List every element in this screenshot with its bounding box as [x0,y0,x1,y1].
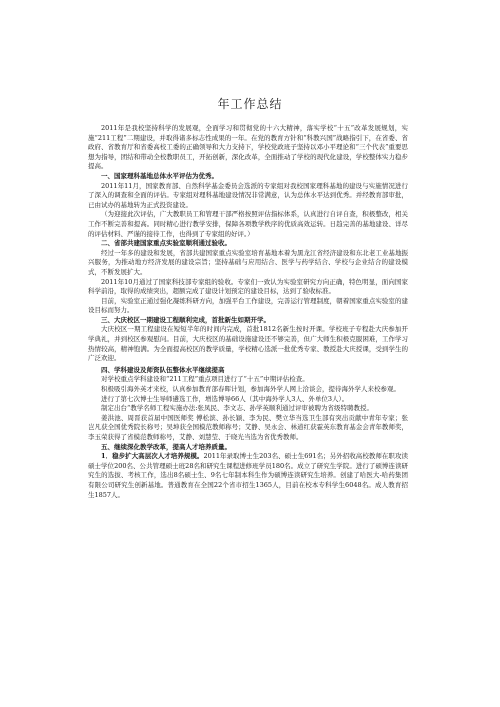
document-title: 年工作总结 [217,97,283,111]
paragraph-text: 目前，实验室正通过强化凝练科研方向，加强平台工作建设，完善运行管理制度，朝着国家重点实验室的建设目标而努力。 [88,296,408,315]
section-heading [88,443,408,453]
document-body [88,124,408,500]
paragraph-text: 进行了第七次博士生导师遴选工作，增选博导66人（其中海外学人3人、外单位3人）。 [101,394,349,403]
paragraph [88,297,408,316]
section-heading [88,366,408,376]
paragraph-text: 2011年11月，国家教育部、自然科学基金委员会选派的专家组对我校国家理科基地的建设与实施情况进行了深入的调查和全面的评估。专家组对理科基地建设情况非常满意，认为总体水平达到优秀。并经教育部审批，已由试办的基地转为正式投资建设。 [88,181,408,209]
paragraph [88,182,408,211]
paragraph-text: 2011年录取博士生203名、硕士生691名；另外招收高校教师在职攻读硕士学位200名、公共管理硕士班28名和研究生课程进修班学员180名。成立了研究生学院。进行了硕博连读研究生的选拔、考核工作，选出8名硕士生、9名七年制本科生作为硕博连读研究生培养。创建了哈医大-哈药集团有限公司研究生创新基地。普通教育在全国22个省市招生1365人，目前在校本专科学生6048名。成人教育招生1857人。 [88,452,408,499]
heading-text: 三、大庆校区一期建设工程顺利完成，首批新生如期开学。 [101,315,270,324]
paragraph-text: 积极吸引海外英才来校，认真参加教育部春晖计划，参加海外学人网上洽谈会，提待海外学人来校参观。 [101,385,400,394]
paragraph-text: 2011年10月通过了国家科技部专家组的验收。专家们一致认为实验室研究方向正确，特色明显，面向国家科学前沿，取得的成绩突出，超额完成了建设计划预定的建设目标，达到了验收标准。 [88,277,408,296]
heading-text: 四、学科建设及师资队伍整体水平继续提高 [101,365,225,374]
section-heading [88,239,408,249]
paragraph [88,414,408,443]
heading-text: 五、继续深化教学改革，提高人才培养质量。 [101,442,231,451]
paragraph-lead: 1．稳步扩大高层次人才培养规模。 [101,452,204,461]
paragraph [88,124,408,172]
paragraph [88,385,408,395]
paragraph-text: 制定出台“教学名师工程实施办法:张凤民、李文志、孙学英顺利通过评审被聘为省级特聘教授。 [101,404,374,413]
heading-text: 二、省部共建国家重点实验室顺利通过验收。 [101,239,231,248]
paragraph-text: （为迎接此次评估，广大教职员工和管理干部严格按照评估指标体系，认真进行自评自查，积极整改，相关工作不断完善和提高。同时精心进行教学安排，保障各项教学秩序的优质高效运转。日趋完善的基地建设、详尽的评估材料、严谨的接待工作，也得到了专家组的好评。） [88,210,408,238]
paragraph [88,249,408,278]
paragraph [88,325,408,363]
paragraph-text: 大庆校区一期工程建设在短短半年的时间内完成，首批1812名新生按时开课。学校班子专程赴大庆参加开学典礼，并到校区参观慰问。目前，大庆校区的基础设施建设还不够完善，但广大师生积极克服困难，工作学习热情较高，精神饱满。为全面提高校区的教学质量，学校精心选派一批优秀专家、教授赴大庆授课，受到学生的广泛欢迎。 [88,325,408,363]
paragraph-text: 2011年是我校坚持科学的发展观，全面学习和贯彻党的十六大精神，落实学校“十五”改革发展规划，实施“211工程”二期建设，并取得诸多标志性成果的一年。在党的教育方针和“科教兴国”战略指引下，在省委、省政府、省教育厅和省委高校工委的正确领导和大力支持下，学校党政班子坚持以邓小平理论和“三个代表”重要思想为指导，团结和带动全校教职员工，开拓创新，深化改革，全面推动了学校的现代化建设，学校整体实力稳步提高。 [88,124,408,171]
paragraph [88,395,408,405]
paragraph [88,375,408,385]
paragraph-text: 经过一年多的建设和发展，省部共建国家重点实验室培育基地本着为黑龙江省经济建设和东北老工业基地振兴服务，为推动地方经济发展的建设宗旨；坚持基础与应用结合、医学与药学结合、学校与企业结合的建设模式，不断发展扩大。 [88,248,408,276]
paragraph-text: 对学校重点学科建设和“211工程”重点项目进行了“十五”中期评估检查。 [101,375,309,384]
section-heading [88,172,408,182]
paragraph [88,278,408,297]
paragraph [88,452,408,500]
paragraph-text: 姜洪池、周晋获首届中国医师奖 傅松滨、孙长颖、李为民、樊立华当选卫生部有突出贡献中青年专家；张岂凡获全国优秀院长称号；吴坤获全国模范教师称号；艾静、吴永会、林道红获霍英东教育基金会青年教师奖，李玉荣获得了省模范教师称号，艾静、刘慧莹、于晓光当选为省优秀教师。 [88,413,408,441]
heading-text: 一、国家理科基地总体水平评估为优秀。 [101,171,218,180]
paragraph [88,210,408,239]
paragraph [88,404,408,414]
